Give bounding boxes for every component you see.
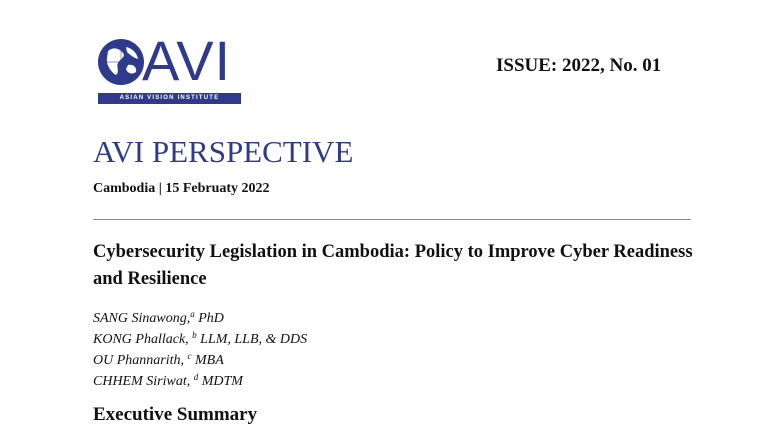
issue-number: ISSUE: 2022, No. 01 bbox=[496, 55, 662, 76]
dateline: Cambodia | 15 Februaty 2022 bbox=[93, 181, 270, 196]
logo-wordmark: AVI bbox=[142, 29, 232, 92]
author-line: CHHEM Siriwat, $^d$ MDTM bbox=[93, 372, 243, 389]
section-heading: Executive Summary bbox=[93, 404, 258, 425]
article-title: Cybersecurity Legislation in Cambodia: Policy to Improve Cyber Readiness and Resilience bbox=[93, 242, 693, 289]
logo-tagline: ASIAN VISION INSTITUTE bbox=[98, 93, 241, 104]
author-line: OU Phannarith, $^c$ MBA bbox=[93, 351, 224, 368]
avi-logo bbox=[96, 29, 241, 103]
author-line: SANG Sinawong,$^a$ PhD bbox=[93, 309, 224, 326]
publication-title: AVI PERSPECTIVE bbox=[93, 134, 354, 169]
author-list bbox=[93, 308, 307, 392]
author-line: KONG Phallack, $^b$ LLM, LLB, & DDS bbox=[93, 330, 308, 347]
divider bbox=[93, 219, 691, 220]
globe-icon bbox=[96, 37, 146, 87]
